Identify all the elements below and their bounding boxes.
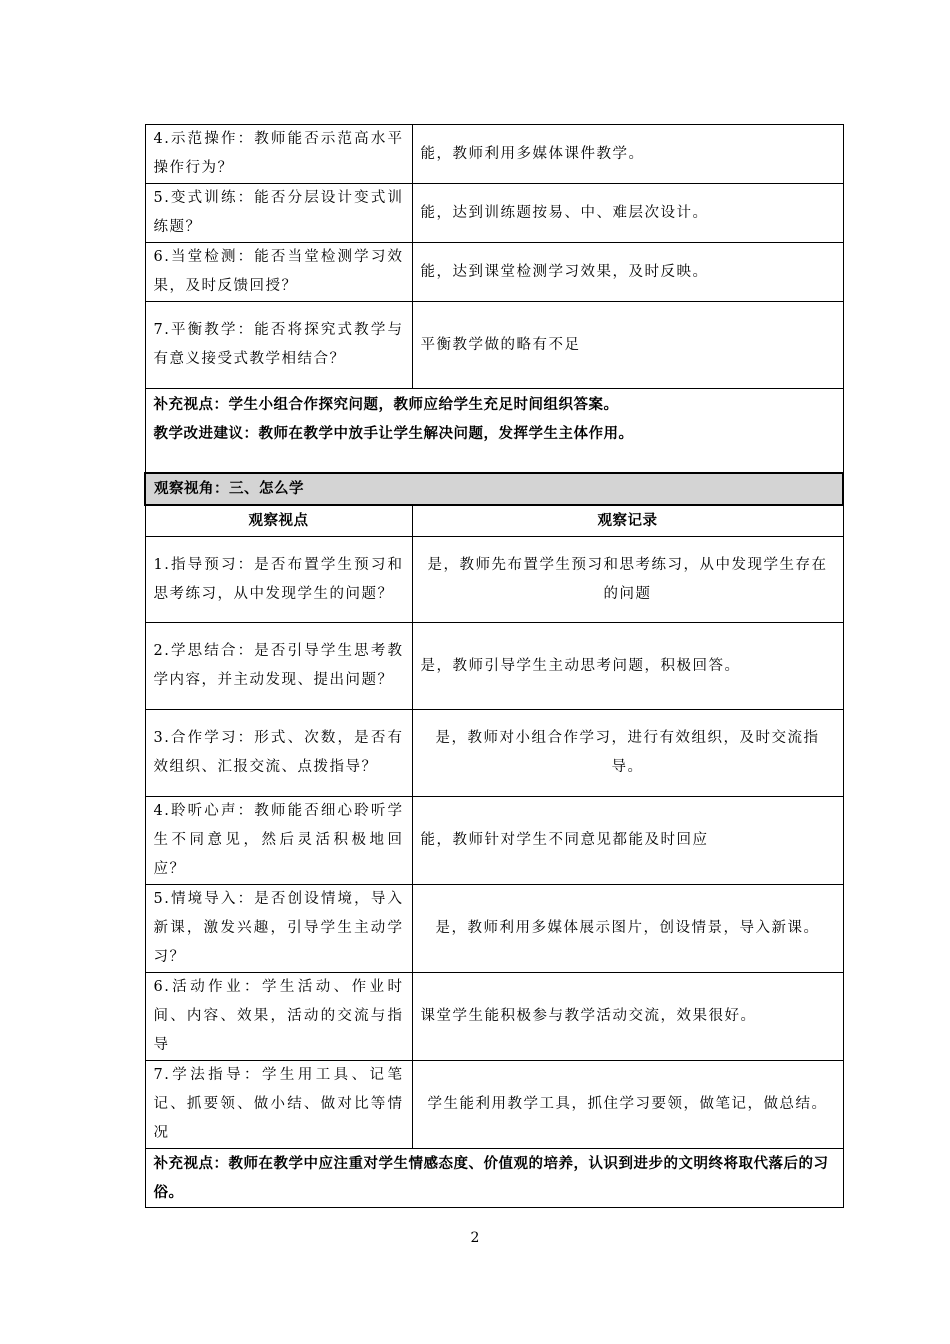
view-cell: 6.当堂检测：能否当堂检测学习效果，及时反馈回授？	[145, 243, 412, 302]
record-cell: 能，达到课堂检测学习效果，及时反映。	[412, 243, 843, 302]
table-row	[145, 125, 843, 184]
record-cell: 能，教师利用多媒体课件教学。	[412, 125, 843, 184]
record-cell: 学生能利用教学工具，抓住学习要领，做笔记，做总结。	[412, 1061, 843, 1149]
view-cell: 5.情境导入：是否创设情境，导入新课，激发兴趣，引导学生主动学习？	[145, 885, 412, 973]
supplement-row	[145, 389, 843, 473]
page-number: 2	[470, 1230, 480, 1246]
record-cell: 是，教师先布置学生预习和思考练习，从中发现学生存在的问题	[412, 537, 843, 623]
supplement-cell	[145, 389, 843, 473]
record-cell: 是，教师引导学生主动思考问题，积极回答。	[412, 623, 843, 710]
record-cell: 是，教师对小组合作学习，进行有效组织，及时交流指导。	[412, 710, 843, 797]
supplement-view-text: 补充视点：教师在教学中应注重对学生情感态度、价值观的培养，认识到进步的文明终将取代落后的习俗。	[145, 1149, 843, 1208]
section-header-row	[145, 473, 843, 505]
view-cell: 7.学法指导：学生用工具、记笔记、抓要领、做小结、做对比等情况	[145, 1061, 412, 1149]
column-header-view: 观察视点	[145, 505, 412, 537]
supplement-row	[145, 1149, 843, 1208]
view-cell: 2.学思结合：是否引导学生思考教学内容，并主动发现、提出问题？	[145, 623, 412, 710]
view-cell: 1.指导预习：是否布置学生预习和思考练习，从中发现学生的问题？	[145, 537, 412, 623]
record-cell: 课堂学生能积极参与教学活动交流，效果很好。	[412, 973, 843, 1061]
column-header-row	[145, 505, 843, 537]
table-row	[145, 1061, 843, 1149]
table-row	[145, 243, 843, 302]
table-row	[145, 973, 843, 1061]
column-header-record: 观察记录	[412, 505, 843, 537]
view-cell: 5.变式训练：能否分层设计变式训练题？	[145, 184, 412, 243]
record-cell: 能，教师针对学生不同意见都能及时回应	[412, 797, 843, 885]
improvement-suggestion-text: 教学改进建议：教师在教学中放手让学生解决问题，发挥学生主体作用。	[153, 425, 634, 442]
supplement-view-text: 补充视点：学生小组合作探究问题，教师应给学生充足时间组织答案。	[153, 396, 619, 413]
table-row	[145, 885, 843, 973]
view-cell: 3.合作学习：形式、次数，是否有效组织、汇报交流、点拨指导？	[145, 710, 412, 797]
view-cell: 6.活动作业：学生活动、作业时间、内容、效果，活动的交流与指导	[145, 973, 412, 1061]
record-cell: 是，教师利用多媒体展示图片，创设情景，导入新课。	[412, 885, 843, 973]
record-cell: 平衡教学做的略有不足	[412, 302, 843, 389]
table-row	[145, 302, 843, 389]
view-cell: 4.聆听心声：教师能否细心聆听学生不同意见，然后灵活积极地回应？	[145, 797, 412, 885]
record-cell: 能，达到训练题按易、中、难层次设计。	[412, 184, 843, 243]
section-header: 观察视角：三、怎么学	[145, 473, 843, 505]
table-row	[145, 797, 843, 885]
observation-table	[144, 124, 844, 1208]
table-row	[145, 184, 843, 243]
table-row	[145, 710, 843, 797]
table-row	[145, 537, 843, 623]
view-cell: 7.平衡教学：能否将探究式教学与有意义接受式教学相结合？	[145, 302, 412, 389]
view-cell: 4.示范操作：教师能否示范高水平操作行为？	[145, 125, 412, 184]
table-row	[145, 623, 843, 710]
